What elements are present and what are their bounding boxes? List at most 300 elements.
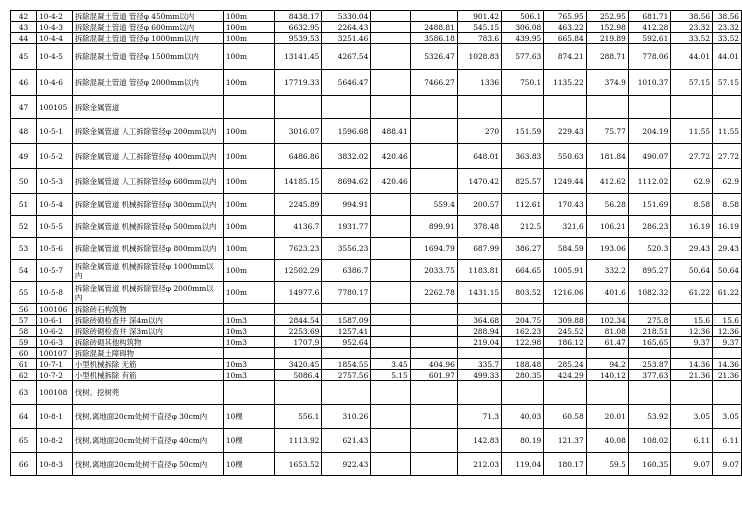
labor-cost-cell: 1931.77 xyxy=(322,216,371,238)
item-name-cell: 拆除金属管道 机械拆除管径φ 500mm以内 xyxy=(72,216,223,238)
labor-cost-cell: 2757.56 xyxy=(322,370,371,381)
fee-b-cell: 363.83 xyxy=(502,144,544,169)
labor-cost-cell: 7780.17 xyxy=(322,282,371,304)
fee-g-cell: 16.19 xyxy=(713,216,742,238)
item-code-cell: 10-5-1 xyxy=(37,119,73,144)
fee-a-cell: 1470.42 xyxy=(457,169,501,194)
material-cost-cell xyxy=(371,348,410,359)
fee-g-cell: 27.72 xyxy=(713,144,742,169)
fee-e-cell: 520.3 xyxy=(628,238,670,260)
item-name-cell: 拆除金属管道 xyxy=(72,96,223,119)
fee-c-cell: 1249.44 xyxy=(544,169,586,194)
unit-cell: 100m xyxy=(223,282,274,304)
item-code-cell: 10-4-6 xyxy=(37,70,73,96)
fee-b-cell: 280.35 xyxy=(502,370,544,381)
total-price-cell: 6632.95 xyxy=(274,22,321,33)
labor-cost-cell: 5330.04 xyxy=(322,11,371,22)
unit-cell: 10棵 xyxy=(223,429,274,453)
fee-a-cell: 499.33 xyxy=(457,370,501,381)
unit-cell xyxy=(223,304,274,315)
table-row xyxy=(11,22,742,33)
fee-b-cell: 825.57 xyxy=(502,169,544,194)
fee-c-cell: 550.63 xyxy=(544,144,586,169)
fee-g-cell: 50.64 xyxy=(713,260,742,282)
row-number-cell: 57 xyxy=(11,315,37,326)
unit-cell: 10m3 xyxy=(223,337,274,348)
labor-cost-cell: 1854.55 xyxy=(322,359,371,370)
fee-e-cell: 1010.37 xyxy=(628,70,670,96)
unit-cell xyxy=(223,348,274,359)
fee-e-cell: 681.71 xyxy=(628,11,670,22)
material-cost-cell xyxy=(371,453,410,476)
item-code-cell: 100107 xyxy=(37,348,73,359)
machine-cost-cell: 2488.81 xyxy=(410,22,457,33)
machine-cost-cell xyxy=(410,405,457,429)
labor-cost-cell: 3832.02 xyxy=(322,144,371,169)
item-name-cell: 伐树、挖树蔸 xyxy=(72,381,223,405)
item-name-cell: 拆除砖石构筑物 xyxy=(72,304,223,315)
row-number-cell: 61 xyxy=(11,359,37,370)
item-name-cell: 拆除混凝土管道 管径φ 2000mm以内 xyxy=(72,70,223,96)
item-code-cell: 10-7-1 xyxy=(37,359,73,370)
total-price-cell xyxy=(274,304,321,315)
labor-cost-cell xyxy=(322,96,371,119)
fee-f-cell: 12.36 xyxy=(671,326,713,337)
table-row xyxy=(11,44,742,70)
row-number-cell: 53 xyxy=(11,238,37,260)
material-cost-cell xyxy=(371,381,410,405)
item-code-cell: 100105 xyxy=(37,96,73,119)
fee-b-cell: 306.08 xyxy=(502,22,544,33)
row-number-cell: 66 xyxy=(11,453,37,476)
labor-cost-cell: 922.43 xyxy=(322,453,371,476)
total-price-cell: 14977.6 xyxy=(274,282,321,304)
total-price-cell: 5086.4 xyxy=(274,370,321,381)
fee-g-cell: 15.6 xyxy=(713,315,742,326)
table-row xyxy=(11,194,742,216)
fee-d-cell xyxy=(586,348,628,359)
fee-g-cell: 21.36 xyxy=(713,370,742,381)
machine-cost-cell: 3586.18 xyxy=(410,33,457,44)
fee-g-cell: 29.43 xyxy=(713,238,742,260)
fee-d-cell: 140.12 xyxy=(586,370,628,381)
labor-cost-cell: 4267.54 xyxy=(322,44,371,70)
total-price-cell: 12502.29 xyxy=(274,260,321,282)
fee-f-cell: 8.58 xyxy=(671,194,713,216)
item-code-cell: 10-7-2 xyxy=(37,370,73,381)
fee-d-cell: 94.2 xyxy=(586,359,628,370)
row-number-cell: 64 xyxy=(11,405,37,429)
item-name-cell: 伐树,离地面20cm处树干直径φ 50cm内 xyxy=(72,453,223,476)
unit-cell: 100m xyxy=(223,119,274,144)
fee-e-cell: 108.02 xyxy=(628,429,670,453)
row-number-cell: 65 xyxy=(11,429,37,453)
fee-g-cell xyxy=(713,348,742,359)
fee-f-cell: 23.32 xyxy=(671,22,713,33)
fee-b-cell: 439.95 xyxy=(502,33,544,44)
item-code-cell: 100106 xyxy=(37,304,73,315)
fee-d-cell: 56.28 xyxy=(586,194,628,216)
fee-a-cell: 378.48 xyxy=(457,216,501,238)
fee-c-cell: 186.12 xyxy=(544,337,586,348)
fee-e-cell: 412.28 xyxy=(628,22,670,33)
unit-cell: 100m xyxy=(223,216,274,238)
material-cost-cell xyxy=(371,429,410,453)
row-number-cell: 58 xyxy=(11,326,37,337)
fee-b-cell xyxy=(502,304,544,315)
total-price-cell: 4136.7 xyxy=(274,216,321,238)
fee-d-cell: 102.34 xyxy=(586,315,628,326)
item-name-cell: 拆除金属管道 人工拆除管径φ 400mm以内 xyxy=(72,144,223,169)
fee-f-cell: 11.55 xyxy=(671,119,713,144)
item-code-cell: 10-4-4 xyxy=(37,33,73,44)
fee-b-cell: 112.61 xyxy=(502,194,544,216)
total-price-cell: 14185.15 xyxy=(274,169,321,194)
fee-c-cell xyxy=(544,348,586,359)
fee-e-cell xyxy=(628,348,670,359)
material-cost-cell: 420.46 xyxy=(371,144,410,169)
labor-cost-cell xyxy=(322,304,371,315)
unit-cell xyxy=(223,381,274,405)
fee-a-cell xyxy=(457,381,501,405)
fee-g-cell xyxy=(713,304,742,315)
item-code-cell: 10-5-3 xyxy=(37,169,73,194)
material-cost-cell xyxy=(371,304,410,315)
fee-e-cell xyxy=(628,381,670,405)
item-name-cell: 伐树,离地面20cm处树干直径φ 30cm内 xyxy=(72,405,223,429)
fee-d-cell: 81.08 xyxy=(586,326,628,337)
fee-f-cell: 38.56 xyxy=(671,11,713,22)
fee-e-cell: 286.23 xyxy=(628,216,670,238)
fee-e-cell: 275.8 xyxy=(628,315,670,326)
fee-c-cell: 424.29 xyxy=(544,370,586,381)
unit-cell xyxy=(223,96,274,119)
fee-a-cell xyxy=(457,304,501,315)
fee-f-cell: 3.05 xyxy=(671,405,713,429)
fee-d-cell: 219.89 xyxy=(586,33,628,44)
fee-f-cell: 33.52 xyxy=(671,33,713,44)
labor-cost-cell: 994.91 xyxy=(322,194,371,216)
item-name-cell: 拆除金属管道 机械拆除管径φ 300mm以内 xyxy=(72,194,223,216)
machine-cost-cell xyxy=(410,429,457,453)
fee-d-cell xyxy=(586,96,628,119)
unit-cell: 100m xyxy=(223,22,274,33)
item-name-cell: 拆除砖砌检查井 深3m以内 xyxy=(72,326,223,337)
fee-d-cell: 106.21 xyxy=(586,216,628,238)
fee-d-cell: 152.98 xyxy=(586,22,628,33)
item-name-cell: 拆除金属管道 人工拆除管径φ 200mm以内 xyxy=(72,119,223,144)
table-row xyxy=(11,282,742,304)
material-cost-cell xyxy=(371,326,410,337)
fee-e-cell xyxy=(628,96,670,119)
row-number-cell: 47 xyxy=(11,96,37,119)
row-number-cell: 43 xyxy=(11,22,37,33)
total-price-cell: 6486.86 xyxy=(274,144,321,169)
labor-cost-cell: 1587.09 xyxy=(322,315,371,326)
fee-e-cell: 204.19 xyxy=(628,119,670,144)
fee-a-cell: 1183.81 xyxy=(457,260,501,282)
unit-cell: 10m3 xyxy=(223,326,274,337)
item-name-cell: 拆除金属管道 机械拆除管径φ 2000mm以内 xyxy=(72,282,223,304)
fee-d-cell: 61.47 xyxy=(586,337,628,348)
fee-e-cell: 592.61 xyxy=(628,33,670,44)
fee-e-cell: 218.51 xyxy=(628,326,670,337)
total-price-cell xyxy=(274,348,321,359)
item-name-cell: 拆除砖砌其他构筑物 xyxy=(72,337,223,348)
fee-g-cell xyxy=(713,96,742,119)
fee-c-cell: 170.43 xyxy=(544,194,586,216)
item-name-cell: 拆除金属管道 机械拆除管径φ 1000mm以内 xyxy=(72,260,223,282)
fee-e-cell: 165.65 xyxy=(628,337,670,348)
fee-c-cell: 245.52 xyxy=(544,326,586,337)
labor-cost-cell: 952.64 xyxy=(322,337,371,348)
fee-c-cell: 285.24 xyxy=(544,359,586,370)
table-row xyxy=(11,429,742,453)
row-number-cell: 56 xyxy=(11,304,37,315)
unit-cell: 10棵 xyxy=(223,405,274,429)
rate-table-sheet xyxy=(10,10,742,476)
row-number-cell: 62 xyxy=(11,370,37,381)
total-price-cell: 3016.07 xyxy=(274,119,321,144)
item-name-cell: 拆除混凝土管道 管径φ 1000mm以内 xyxy=(72,33,223,44)
labor-cost-cell: 310.26 xyxy=(322,405,371,429)
item-code-cell: 10-8-3 xyxy=(37,453,73,476)
fee-c-cell xyxy=(544,304,586,315)
labor-cost-cell: 8694.62 xyxy=(322,169,371,194)
total-price-cell: 2245.89 xyxy=(274,194,321,216)
fee-a-cell: 1431.15 xyxy=(457,282,501,304)
fee-c-cell: 180.17 xyxy=(544,453,586,476)
total-price-cell: 3420.45 xyxy=(274,359,321,370)
fee-f-cell: 6.11 xyxy=(671,429,713,453)
item-code-cell: 10-6-3 xyxy=(37,337,73,348)
fee-a-cell: 545.15 xyxy=(457,22,501,33)
fee-a-cell: 1336 xyxy=(457,70,501,96)
item-name-cell: 拆除混凝土障碍物 xyxy=(72,348,223,359)
fee-b-cell xyxy=(502,348,544,359)
labor-cost-cell xyxy=(322,348,371,359)
fee-g-cell: 38.56 xyxy=(713,11,742,22)
fee-d-cell: 332.2 xyxy=(586,260,628,282)
fee-d-cell: 288.71 xyxy=(586,44,628,70)
row-number-cell: 50 xyxy=(11,169,37,194)
fee-c-cell: 665.84 xyxy=(544,33,586,44)
unit-cell: 100m xyxy=(223,169,274,194)
table-row xyxy=(11,238,742,260)
fee-d-cell xyxy=(586,381,628,405)
fee-g-cell: 61.22 xyxy=(713,282,742,304)
fee-c-cell xyxy=(544,96,586,119)
fee-c-cell: 309.88 xyxy=(544,315,586,326)
fee-f-cell: 29.43 xyxy=(671,238,713,260)
fee-c-cell: 229.43 xyxy=(544,119,586,144)
table-row xyxy=(11,216,742,238)
table-row xyxy=(11,304,742,315)
item-code-cell: 10-4-5 xyxy=(37,44,73,70)
material-cost-cell xyxy=(371,33,410,44)
fee-g-cell: 44.01 xyxy=(713,44,742,70)
fee-a-cell: 1028.83 xyxy=(457,44,501,70)
machine-cost-cell: 559.4 xyxy=(410,194,457,216)
table-row xyxy=(11,326,742,337)
fee-a-cell: 219.04 xyxy=(457,337,501,348)
table-row xyxy=(11,370,742,381)
fee-d-cell: 374.9 xyxy=(586,70,628,96)
material-cost-cell xyxy=(371,11,410,22)
material-cost-cell xyxy=(371,44,410,70)
fee-b-cell: 80.19 xyxy=(502,429,544,453)
fee-a-cell: 687.99 xyxy=(457,238,501,260)
fee-d-cell: 193.06 xyxy=(586,238,628,260)
item-code-cell: 10-5-2 xyxy=(37,144,73,169)
material-cost-cell: 5.15 xyxy=(371,370,410,381)
fee-a-cell xyxy=(457,96,501,119)
fee-e-cell: 160.35 xyxy=(628,453,670,476)
labor-cost-cell: 3556.23 xyxy=(322,238,371,260)
fee-f-cell: 9.37 xyxy=(671,337,713,348)
fee-a-cell: 648.01 xyxy=(457,144,501,169)
item-name-cell: 伐树,离地面20cm处树干直径φ 40cm内 xyxy=(72,429,223,453)
material-cost-cell xyxy=(371,315,410,326)
item-name-cell: 拆除砖砌检查井 深4m以内 xyxy=(72,315,223,326)
labor-cost-cell: 1596.68 xyxy=(322,119,371,144)
labor-cost-cell: 3251.46 xyxy=(322,33,371,44)
unit-cell: 100m xyxy=(223,70,274,96)
fee-c-cell: 121.37 xyxy=(544,429,586,453)
total-price-cell: 1707.9 xyxy=(274,337,321,348)
unit-cell: 100m xyxy=(223,44,274,70)
material-cost-cell: 420.46 xyxy=(371,169,410,194)
total-price-cell: 1653.52 xyxy=(274,453,321,476)
row-number-cell: 49 xyxy=(11,144,37,169)
fee-a-cell: 200.57 xyxy=(457,194,501,216)
row-number-cell: 55 xyxy=(11,282,37,304)
row-number-cell: 51 xyxy=(11,194,37,216)
machine-cost-cell xyxy=(410,144,457,169)
fee-f-cell: 61.22 xyxy=(671,282,713,304)
fee-e-cell: 151.69 xyxy=(628,194,670,216)
item-code-cell: 10-6-2 xyxy=(37,326,73,337)
item-name-cell: 拆除混凝土管道 管径φ 600mm以内 xyxy=(72,22,223,33)
machine-cost-cell xyxy=(410,315,457,326)
table-row xyxy=(11,169,742,194)
fee-g-cell: 14.36 xyxy=(713,359,742,370)
table-row xyxy=(11,359,742,370)
rate-table xyxy=(10,10,742,476)
fee-d-cell: 59.5 xyxy=(586,453,628,476)
labor-cost-cell: 1257.41 xyxy=(322,326,371,337)
fee-d-cell: 412.62 xyxy=(586,169,628,194)
fee-b-cell: 188.48 xyxy=(502,359,544,370)
machine-cost-cell xyxy=(410,11,457,22)
fee-a-cell: 288.94 xyxy=(457,326,501,337)
item-name-cell: 拆除混凝土管道 管径φ 450mm以内 xyxy=(72,11,223,22)
fee-b-cell: 386.27 xyxy=(502,238,544,260)
material-cost-cell xyxy=(371,194,410,216)
machine-cost-cell: 404.96 xyxy=(410,359,457,370)
fee-f-cell: 62.9 xyxy=(671,169,713,194)
fee-d-cell: 252.95 xyxy=(586,11,628,22)
fee-d-cell: 20.01 xyxy=(586,405,628,429)
fee-c-cell xyxy=(544,381,586,405)
material-cost-cell: 488.41 xyxy=(371,119,410,144)
total-price-cell: 7623.23 xyxy=(274,238,321,260)
table-row xyxy=(11,337,742,348)
labor-cost-cell: 2264.43 xyxy=(322,22,371,33)
row-number-cell: 48 xyxy=(11,119,37,144)
material-cost-cell xyxy=(371,22,410,33)
fee-g-cell: 62.9 xyxy=(713,169,742,194)
fee-g-cell: 8.58 xyxy=(713,194,742,216)
table-row xyxy=(11,381,742,405)
machine-cost-cell xyxy=(410,348,457,359)
fee-b-cell: 40.03 xyxy=(502,405,544,429)
labor-cost-cell: 621.43 xyxy=(322,429,371,453)
fee-a-cell: 364.68 xyxy=(457,315,501,326)
labor-cost-cell xyxy=(322,381,371,405)
fee-d-cell: 401.6 xyxy=(586,282,628,304)
fee-f-cell: 50.64 xyxy=(671,260,713,282)
fee-c-cell: 321.6 xyxy=(544,216,586,238)
fee-g-cell: 6.11 xyxy=(713,429,742,453)
fee-g-cell: 9.07 xyxy=(713,453,742,476)
fee-a-cell xyxy=(457,348,501,359)
item-code-cell: 10-5-7 xyxy=(37,260,73,282)
row-number-cell: 60 xyxy=(11,348,37,359)
fee-c-cell: 60.58 xyxy=(544,405,586,429)
fee-g-cell: 3.05 xyxy=(713,405,742,429)
total-price-cell: 17719.33 xyxy=(274,70,321,96)
unit-cell: 100m xyxy=(223,33,274,44)
fee-f-cell: 16.19 xyxy=(671,216,713,238)
fee-a-cell: 270 xyxy=(457,119,501,144)
item-code-cell: 10-5-5 xyxy=(37,216,73,238)
total-price-cell: 556.1 xyxy=(274,405,321,429)
fee-b-cell: 506.1 xyxy=(502,11,544,22)
machine-cost-cell: 2262.78 xyxy=(410,282,457,304)
fee-a-cell: 783.6 xyxy=(457,33,501,44)
item-code-cell: 10-8-2 xyxy=(37,429,73,453)
fee-b-cell: 750.1 xyxy=(502,70,544,96)
fee-d-cell: 40.08 xyxy=(586,429,628,453)
fee-e-cell xyxy=(628,304,670,315)
fee-f-cell: 14.36 xyxy=(671,359,713,370)
unit-cell: 10m3 xyxy=(223,370,274,381)
table-row xyxy=(11,33,742,44)
unit-cell: 10棵 xyxy=(223,453,274,476)
fee-c-cell: 584.59 xyxy=(544,238,586,260)
total-price-cell: 13141.45 xyxy=(274,44,321,70)
fee-e-cell: 253.87 xyxy=(628,359,670,370)
material-cost-cell xyxy=(371,405,410,429)
row-number-cell: 52 xyxy=(11,216,37,238)
row-number-cell: 63 xyxy=(11,381,37,405)
machine-cost-cell xyxy=(410,169,457,194)
fee-f-cell: 9.07 xyxy=(671,453,713,476)
row-number-cell: 54 xyxy=(11,260,37,282)
total-price-cell: 8438.17 xyxy=(274,11,321,22)
table-row xyxy=(11,405,742,429)
fee-f-cell xyxy=(671,381,713,405)
row-number-cell: 46 xyxy=(11,70,37,96)
fee-b-cell: 664.65 xyxy=(502,260,544,282)
fee-b-cell: 204.75 xyxy=(502,315,544,326)
row-number-cell: 42 xyxy=(11,11,37,22)
fee-c-cell: 765.95 xyxy=(544,11,586,22)
fee-e-cell: 490.07 xyxy=(628,144,670,169)
item-code-cell: 10-5-6 xyxy=(37,238,73,260)
item-code-cell: 10-5-8 xyxy=(37,282,73,304)
